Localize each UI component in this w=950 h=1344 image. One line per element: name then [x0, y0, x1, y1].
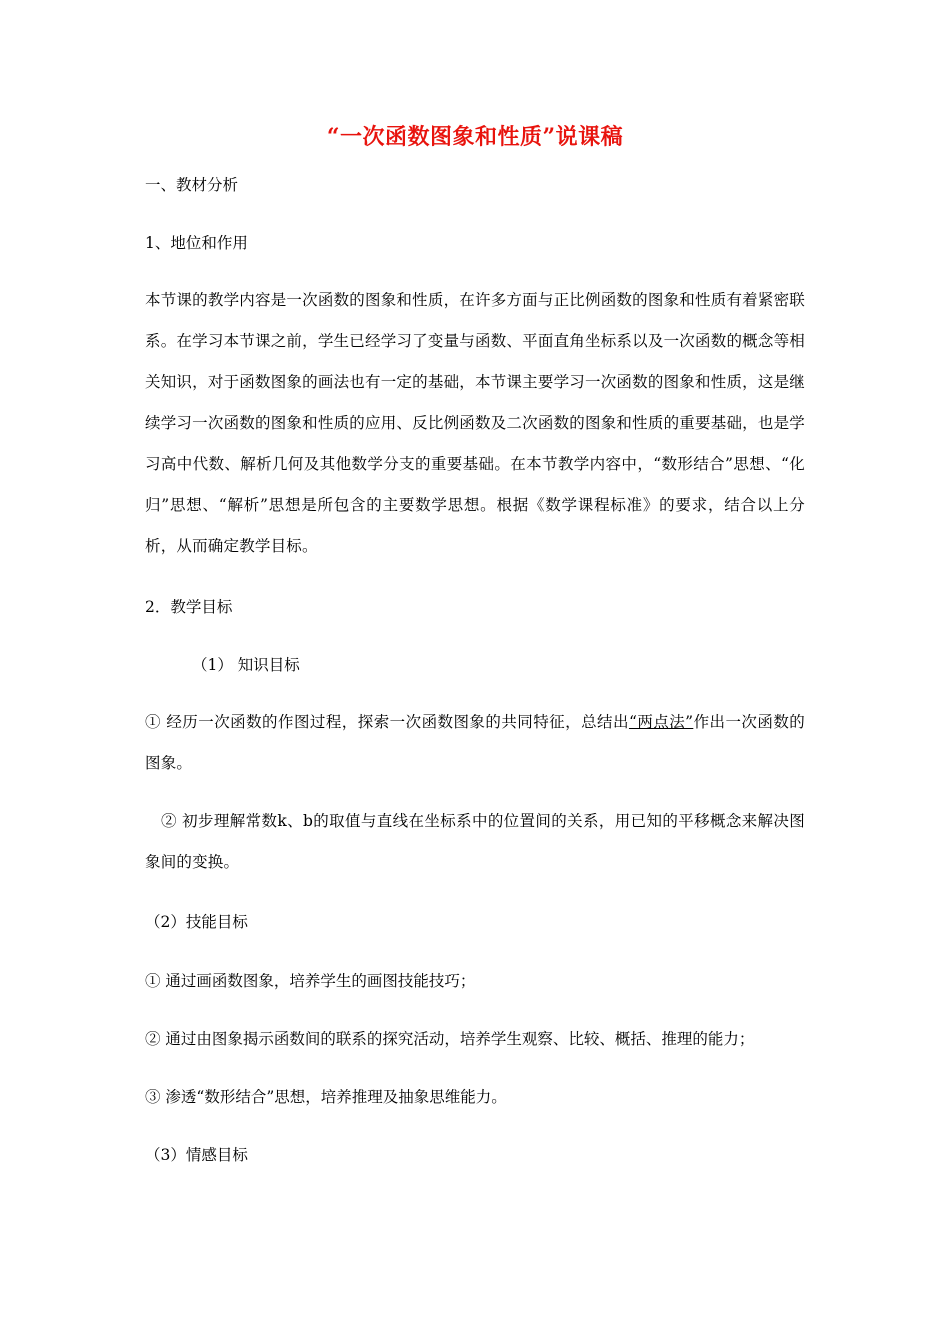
subheading-teaching-goals: 2．教学目标	[145, 598, 233, 616]
knowledge-goal-item-1	[145, 702, 805, 784]
heading-skill-goals: （2）技能目标	[145, 913, 248, 931]
knowledge-goal-item-1-text: ① 经历一次函数的作图过程，探索一次函数图象的共同特征，总结出	[145, 713, 629, 731]
paragraph-position-and-role: 本节课的教学内容是一次函数的图象和性质，在许多方面与正比例函数的图象和性质有着紧密联系。在学习本节课之前，学生已经学习了变量与函数、平面直角坐标系以及一次函数的概念等相关知识，对于函数图象的画法也有一定的基础，本节课主要学习一次函数的图象和性质，这是继续学习一次函数的图象和性质的应用、反比例函数及二次函数的图象和性质的重要基础，也是学习高中代数、解析几何及其他数学分支的重要基础。在本节教学内容中，“数形结合”思想、“化归”思想、“解析”思想是所包含的主要数学思想。根据《数学课程标准》的要求，结合以上分析，从而确定教学目标。	[145, 291, 805, 555]
document-title: “一次函数图象和性质”说课稿	[326, 124, 624, 150]
skill-goal-item-3: ③ 渗透“数形结合”思想，培养推理及抽象思维能力。	[145, 1088, 507, 1106]
skill-goal-item-2: ② 通过由图象揭示函数间的联系的探究活动，培养学生观察、比较、概括、推理的能力；	[145, 1030, 755, 1048]
knowledge-goal-item-2: ② 初步理解常数k、b的取值与直线在坐标系中的位置间的关系，用已知的平移概念来解决图象间的变换。	[145, 812, 805, 871]
subheading-position-and-role: 1、地位和作用	[145, 234, 248, 252]
skill-goal-item-1: ① 通过画函数图象，培养学生的画图技能技巧；	[145, 972, 476, 990]
heading-knowledge-goals: （1） 知识目标	[192, 656, 300, 674]
section-heading-textbook-analysis: 一、教材分析	[145, 176, 239, 194]
heading-emotional-goals: （3）情感目标	[145, 1146, 248, 1164]
two-point-method-term: “两点法”	[628, 713, 694, 731]
knowledge-goal-item-1-tail: 作出一次函数的图象。	[145, 713, 805, 772]
